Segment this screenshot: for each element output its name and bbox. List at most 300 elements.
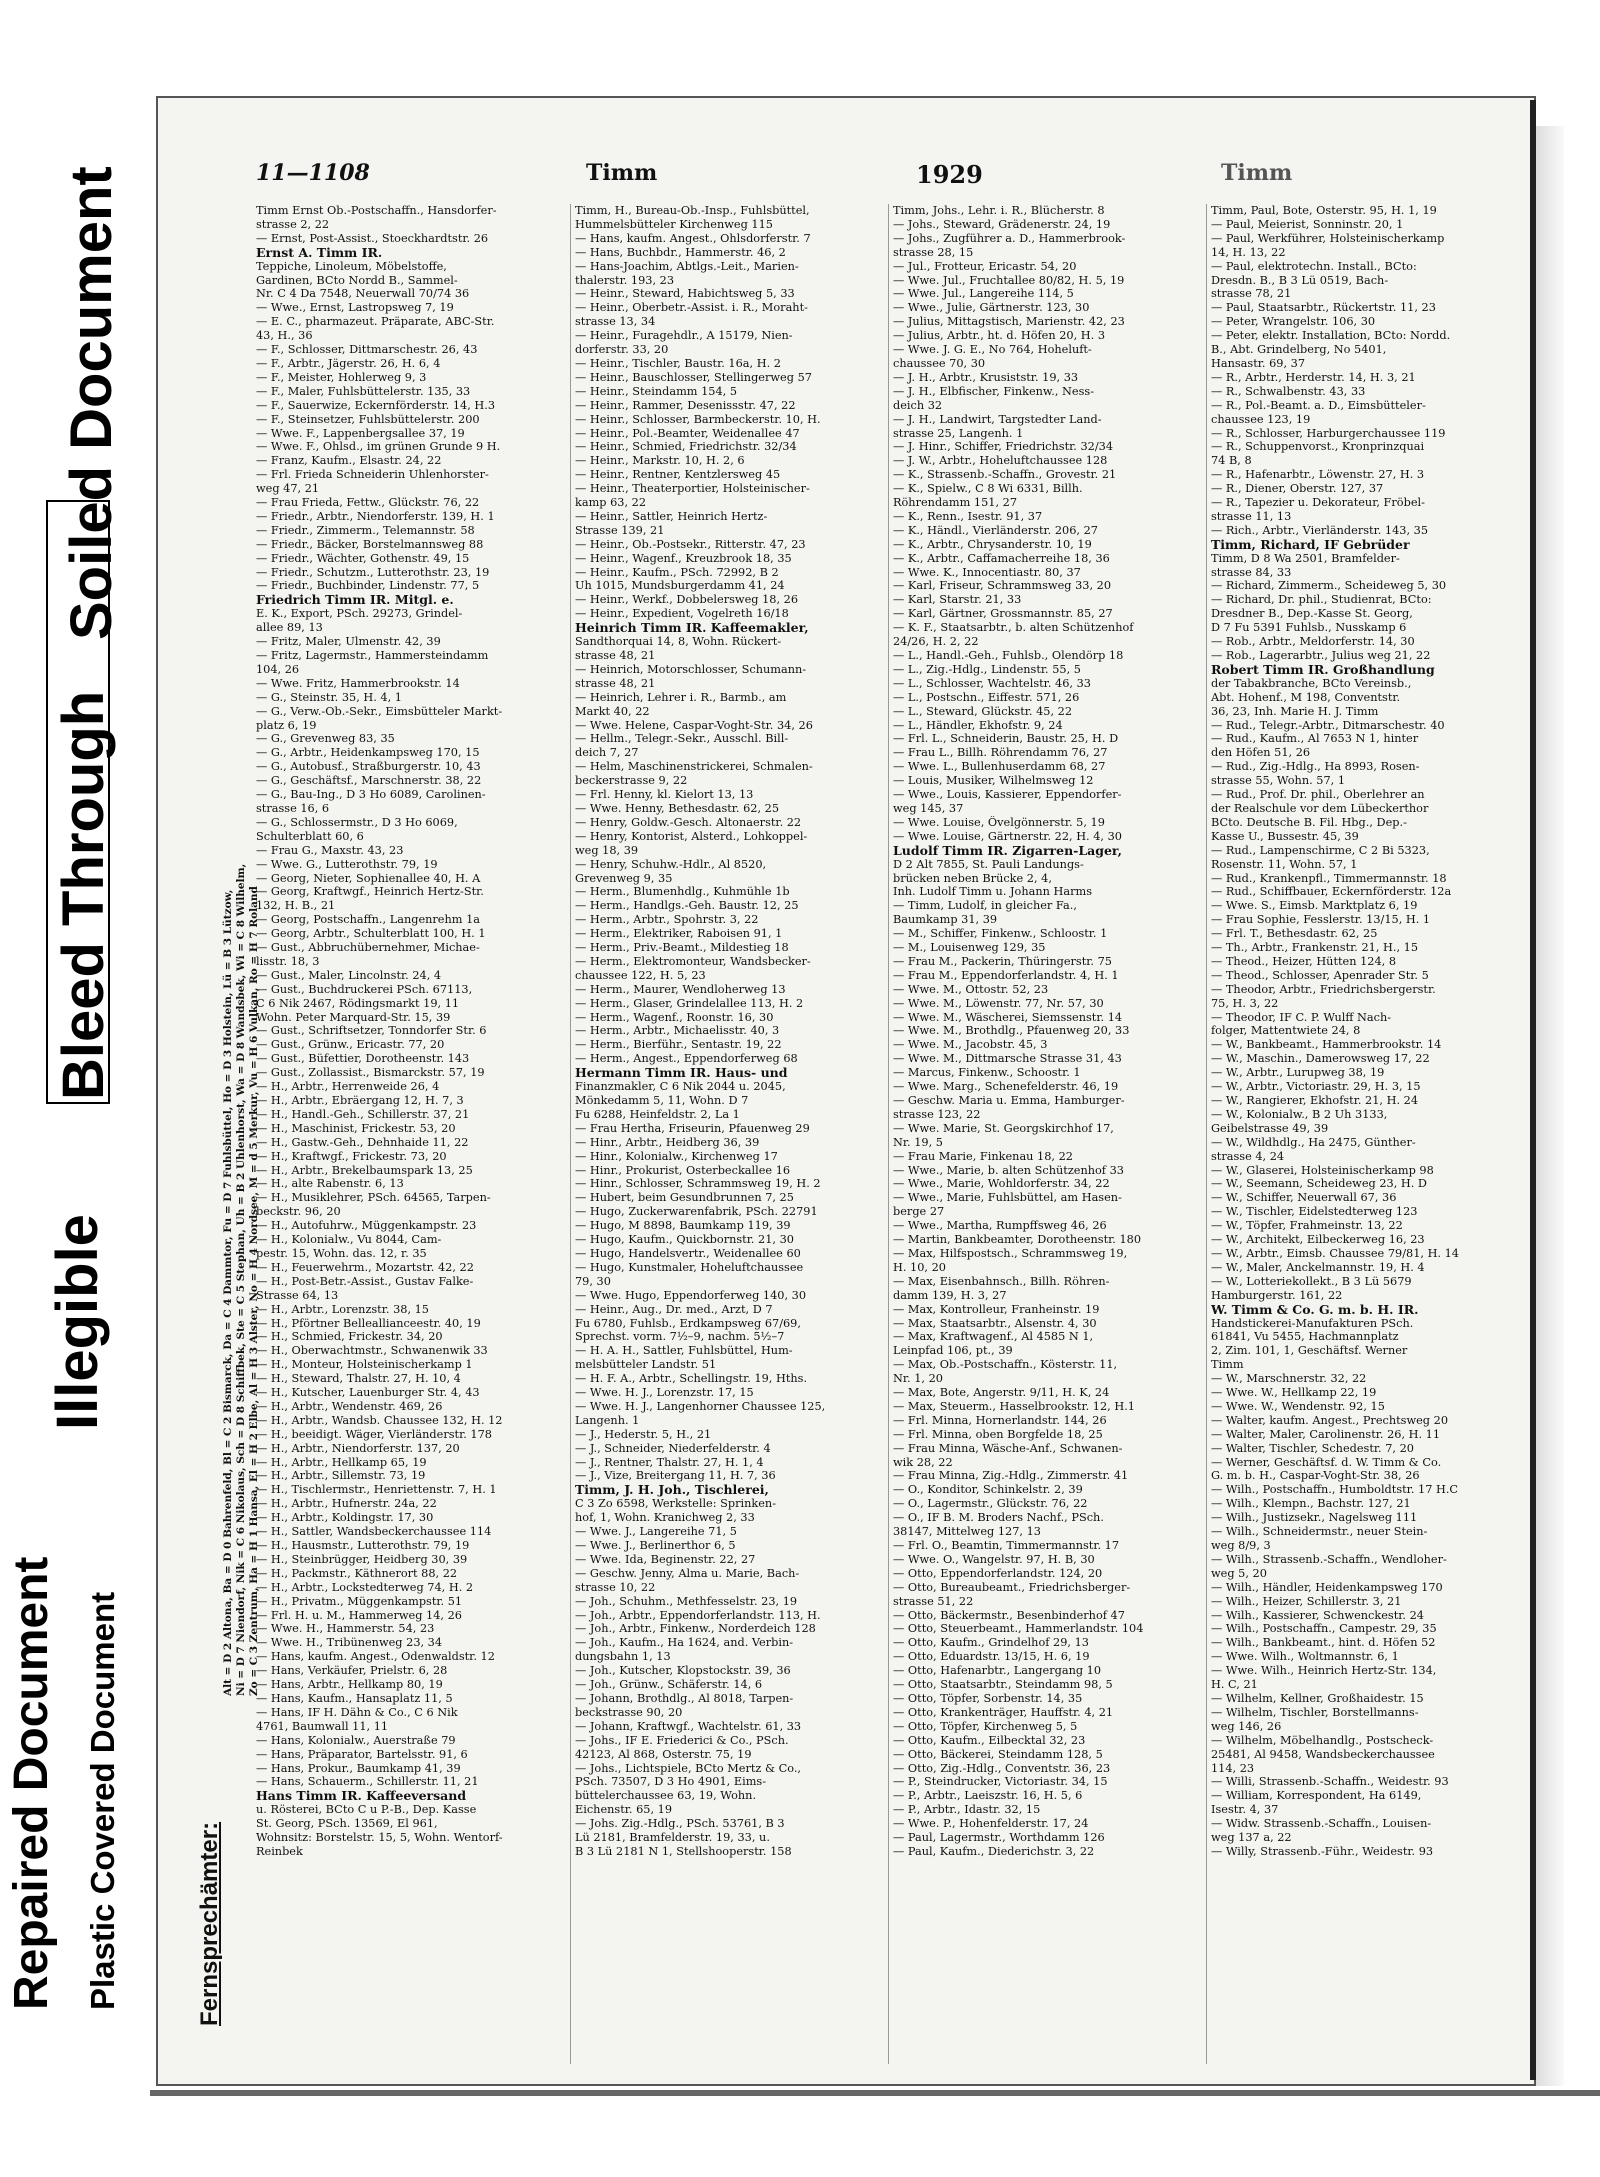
directory-entry: — Walter, Tischler, Schedestr. 7, 20: [1211, 1441, 1414, 1455]
directory-entry: — Wwe., Ernst, Lastropsweg 7, 19: [256, 301, 454, 315]
directory-entry: — Georg, Kraftwgf., Heinrich Hertz-Str.: [256, 885, 484, 899]
directory-entry: — H., Arbtr., Herrenweide 26, 4: [256, 1080, 440, 1094]
directory-entry: — Johann, Brothdlg., Al 8018, Tarpen-: [575, 1691, 794, 1705]
directory-entry: Heinrich Timm IR. Kaffeemakler,: [575, 621, 809, 636]
directory-entry: — Wwe. Wilh., Heinrich Hertz-Str. 134,: [1211, 1664, 1437, 1678]
directory-entry: — L., Handl.-Geh., Fuhlsb., Olendörp 18: [893, 649, 1124, 662]
directory-entry: — Herm., Priv.-Beamt., Mildestieg 18: [575, 941, 789, 955]
directory-entry: 24/26, H. 2, 22: [893, 635, 979, 649]
directory-entry: kamp 63, 22: [575, 496, 647, 510]
directory-entry: — Frl. Frieda Schneiderin Uhlenhorster-: [256, 468, 489, 482]
directory-entry: — Paul, Werkführer, Holsteinischerkamp: [1211, 231, 1445, 245]
directory-entry: — Heinr., Furagehdlr., A 15179, Nien-: [575, 329, 793, 343]
directory-entry: — Wwe. M., Dittmarsche Strasse 31, 43: [893, 1052, 1122, 1066]
directory-entry: — W., Maschin., Damerowsweg 17, 22: [1211, 1052, 1430, 1066]
directory-entry: — Friedr., Bäcker, Borstelmannsweg 88: [256, 537, 484, 551]
directory-entry: — Hinr., Arbtr., Heidberg 36, 39: [575, 1135, 760, 1149]
label-repaired-document: Repaired Document: [5, 1556, 58, 2010]
directory-entry: — Gust., Maler, Lincolnstr. 24, 4: [256, 968, 442, 982]
directory-entry: — Johs., Lichtspiele, BCto Mertz & Co.,: [575, 1761, 802, 1775]
directory-entry: Timm, H., Bureau-Ob.-Insp., Fuhlsbüttel,: [575, 204, 810, 217]
directory-entry: — William, Korrespondent, Ha 6149,: [1211, 1789, 1422, 1803]
directory-entry: — Wwe. H., Hammerstr. 54, 23: [256, 1622, 435, 1636]
directory-entry: Mönkedamm 5, 11, Wohn. D 7: [575, 1094, 749, 1107]
directory-entry: — Theod., Heizer, Hütten 124, 8: [1211, 954, 1397, 968]
directory-entry: — Herm., Bierführ., Sentastr. 19, 22: [575, 1038, 782, 1052]
directory-entry: Teppiche, Linoleum, Möbelstoffe,: [256, 259, 447, 273]
directory-entry: — Frl. O., Beamtin, Timmermannstr. 17: [893, 1539, 1120, 1552]
directory-entry: — Johs., Zugführer a. D., Hammerbrook-: [893, 231, 1126, 245]
directory-entry: — H., Gastw.-Geh., Dehnhaide 11, 22: [256, 1135, 469, 1149]
directory-entry: Langenh. 1: [575, 1413, 640, 1427]
directory-entry: strasse 13, 34: [575, 315, 656, 329]
directory-entry: — Julius, Mittagstisch, Marienstr. 42, 23: [893, 315, 1125, 329]
directory-entry: — Julius, Arbtr., ht. d. Höfen 20, H. 3: [893, 329, 1106, 343]
directory-entry: — W., Bankbeamt., Hammerbrookstr. 14: [1211, 1038, 1442, 1052]
directory-entry: 43, H., 36: [256, 329, 313, 343]
directory-entry: — W., Wildhdlg., Ha 2475, Günther-: [1211, 1135, 1416, 1149]
directory-entry: — H. A. H., Sattler, Fuhlsbüttel, Hum-: [575, 1344, 793, 1358]
directory-entry: Sprechst. vorm. 7½–9, nachm. 5½–7: [575, 1330, 785, 1344]
directory-entry: — F., Schlosser, Dittmarschestr. 26, 43: [256, 343, 478, 357]
directory-entry: — Timm, Ludolf, in gleicher Fa.,: [893, 899, 1077, 913]
directory-entry: — Wilh., Justizsekr., Nagelsweg 111: [1211, 1511, 1418, 1525]
directory-entry: — J., Vize, Breitergang 11, H. 7, 36: [575, 1469, 776, 1483]
directory-entry: beckerstrasse 9, 22: [575, 774, 688, 788]
directory-entry: — O., Konditor, Schinkelstr. 2, 39: [893, 1483, 1083, 1497]
directory-entry: — H., Post-Betr.-Assist., Gustav Falke-: [256, 1274, 474, 1288]
directory-entry: — Peter, elektr. Installation, BCto: Nordd.: [1211, 329, 1451, 343]
directory-entry: — Frau Minna, Zig.-Hdlg., Zimmerstr. 41: [893, 1469, 1129, 1483]
directory-entry: — H., Arbtr., Wendenstr. 469, 26: [256, 1399, 443, 1413]
directory-entry: D 7 Fu 5391 Fuhlsb., Nusskamp 6: [1211, 621, 1407, 635]
directory-entry: — Wilh., Kassierer, Schwenckestr. 24: [1211, 1608, 1424, 1622]
directory-entry: — Helm, Maschinenstrickerei, Schmalen-: [575, 760, 813, 774]
directory-entry: Hummelsbütteler Kirchenweg 115: [575, 217, 773, 231]
directory-entry: — J. H., Landwirt, Targstedter Land-: [893, 412, 1102, 426]
directory-entry: — Otto, Töpfer, Sorbenstr. 14, 35: [893, 1691, 1083, 1705]
scan-bottom-edge: [150, 2090, 1600, 2096]
directory-entry: — Heinr., Schlosser, Barmbeckerstr. 10, H.: [575, 412, 821, 426]
directory-entry: — Wwe. F., Lappenbergsallee 37, 19: [256, 426, 465, 440]
directory-entry: Ludolf Timm IR. Zigarren-Lager,: [893, 843, 1122, 858]
directory-entry: — Frau Minna, Wäsche-Anf., Schwanen-: [893, 1441, 1123, 1455]
directory-entry: Timm: [1211, 1358, 1244, 1372]
directory-entry: — Walter, Maler, Carolinenstr. 26, H. 11: [1211, 1427, 1441, 1441]
directory-entry: — Hinr., Prokurist, Osterbeckallee 16: [575, 1163, 791, 1177]
directory-entry: — W., Schiffer, Neuerwall 67, 36: [1211, 1191, 1397, 1205]
directory-entry: — Rob., Arbtr., Meldorferstr. 14, 30: [1211, 635, 1415, 649]
directory-entry: — Wwe., Martha, Rumpffsweg 46, 26: [893, 1219, 1107, 1233]
directory-entry: — G., Geschäftsf., Marschnerstr. 38, 22: [256, 774, 482, 788]
directory-entry: Leinpfad 106, pt., 39: [893, 1344, 1013, 1358]
directory-entry: strasse 123, 22: [893, 1107, 981, 1121]
directory-entry: — Max, Eisenbahnsch., Billh. Röhren-: [893, 1274, 1110, 1288]
directory-entry: — L., Postschn., Eiffestr. 571, 26: [893, 690, 1080, 704]
directory-entry: chaussee 123, 19: [1211, 412, 1311, 426]
directory-entry: thalerstr. 193, 23: [575, 273, 675, 287]
directory-entry: — Wwe. Louise, Gärtnerstr. 22, H. 4, 30: [893, 829, 1122, 843]
directory-entry: — Hans, Buchbdr., Hammerstr. 46, 2: [575, 245, 786, 259]
directory-entry: — O., IF B. M. Broders Nachf., PSch.: [893, 1511, 1104, 1525]
directory-entry: Hans Timm IR. Kaffeeversand: [256, 1789, 467, 1804]
directory-entry: — Otto, Bäckermstr., Besenbinderhof 47: [893, 1608, 1125, 1622]
directory-entry: — Rich., Arbtr., Vierländerstr. 143, 35: [1211, 523, 1429, 537]
directory-entry: — H., Arbtr., Koldingstr. 17, 30: [256, 1511, 434, 1525]
directory-entry: — Wilhelm, Kellner, Großhaidestr. 15: [1211, 1691, 1424, 1705]
directory-entry: weg 5, 20: [1211, 1566, 1267, 1580]
directory-entry: — Martin, Bankbeamter, Dorotheenstr. 180: [893, 1233, 1142, 1247]
directory-entry: — G., Steinstr. 35, H. 4, 1: [256, 690, 402, 704]
directory-entry: — Heinr., Werkf., Dobbelersweg 18, 26: [575, 593, 799, 607]
directory-entry: — Wwe. Marie, St. Georgskirchhof 17,: [893, 1121, 1114, 1135]
directory-entry: — Herm., Glaser, Grindelallee 113, H. 2: [575, 996, 804, 1010]
directory-entry: Nr. C 4 Da 7548, Neuerwall 70/74 36: [256, 287, 470, 301]
directory-entry: — Herm., Handlgs.-Geh. Baustr. 12, 25: [575, 899, 799, 913]
directory-entry: Timm, Johs., Lehr. i. R., Blücherstr. 8: [893, 204, 1105, 217]
directory-entry: — R., Arbtr., Herderstr. 14, H. 3, 21: [1211, 370, 1416, 384]
directory-entry: 61841, Vu 5455, Hachmannplatz: [1211, 1330, 1399, 1344]
directory-entry: — Herm., Arbtr., Michaelisstr. 40, 3: [575, 1024, 780, 1038]
directory-entry: Inh. Ludolf Timm u. Johann Harms: [893, 885, 1092, 899]
directory-entry: — Wwe. M., Brothdlg., Pfauenweg 20, 33: [893, 1024, 1130, 1038]
directory-entry: — Wwe. Louise, Övelgönnerstr. 5, 19: [893, 815, 1105, 829]
directory-entry: 132, H. B., 21: [256, 899, 336, 913]
directory-entry: — Frau Marie, Finkenau 18, 22: [893, 1149, 1073, 1163]
directory-entry: — Wwe., Marie, b. alten Schützenhof 33: [893, 1163, 1124, 1177]
directory-entry: — Otto, Staatsarbtr., Steindamm 98, 5: [893, 1678, 1113, 1692]
directory-entry: — Johann, Kraftwgf., Wachtelstr. 61, 33: [575, 1719, 802, 1733]
directory-entry: — H. F. A., Arbtr., Schellingstr. 19, Hths.: [575, 1372, 808, 1386]
directory-entry: — F., Sauerwize, Eckernförderstr. 14, H.3: [256, 398, 496, 412]
directory-entry: strasse 2, 22: [256, 217, 330, 231]
directory-entry: — Wwe. Jul., Langereihe 114, 5: [893, 287, 1074, 301]
directory-entry: — G., Grevenweg 83, 35: [256, 732, 395, 746]
directory-entry: — G., Verw.-Ob.-Sekr., Eimsbütteler Markt-: [256, 704, 503, 718]
directory-entry: — Hans, Schauerm., Schillerstr. 11, 21: [256, 1775, 479, 1789]
directory-entry: weg 8/9, 3: [1211, 1539, 1271, 1552]
directory-entry: — H., alte Rabenstr. 6, 13: [256, 1177, 404, 1191]
directory-entry: — H., Musiklehrer, PSch. 64565, Tarpen-: [256, 1191, 491, 1205]
directory-entry: — Wwe. J., Langereihe 71, 5: [575, 1525, 737, 1539]
directory-entry: — H., Packmstr., Käthnerort 88, 22: [256, 1566, 458, 1580]
directory-entry: — Max, Bote, Angerstr. 9/11, H. K, 24: [893, 1386, 1110, 1400]
directory-entry: — F., Meister, Hohlerweg 9, 3: [256, 370, 427, 384]
directory-entry: BCto. Deutsche B. Fil. Hbg., Dep.-: [1211, 815, 1407, 829]
directory-entry: — Joh., Arbtr., Finkenw., Norderdeich 128: [575, 1622, 816, 1636]
directory-entry: — Hugo, Kaufm., Quickbornstr. 21, 30: [575, 1233, 794, 1247]
directory-entry: Friedrich Timm IR. Mitgl. e.: [256, 593, 454, 608]
directory-entry: 4761, Baumwall 11, 11: [256, 1719, 389, 1733]
directory-entry: Timm, Paul, Bote, Osterstr. 95, H. 1, 19: [1211, 204, 1437, 217]
directory-entry: — J., Rentner, Thalstr. 27, H. 1, 4: [575, 1455, 764, 1469]
directory-entry: — H., Hausmstr., Lutterothstr. 79, 19: [256, 1539, 470, 1552]
directory-entry: Timm, Richard, IF Gebrüder: [1211, 537, 1410, 552]
directory-entry: — Rud., Zig.-Hdlg., Ha 8993, Rosen-: [1211, 760, 1420, 774]
label-plastic-covered-document: Plastic Covered Document: [84, 1591, 121, 2010]
directory-entry: — Rob., Lagerarbtr., Julius weg 21, 22: [1211, 649, 1431, 662]
directory-entry: — Joh., Kutscher, Klopstockstr. 39, 36: [575, 1664, 791, 1678]
directory-entry: — W., Architekt, Eilbeckerweg 16, 23: [1211, 1233, 1425, 1247]
directory-entry: — Hinr., Schlosser, Schrammsweg 19, H. 2: [575, 1177, 821, 1191]
directory-entry: — H., Privatm., Müggenkampstr. 51: [256, 1594, 463, 1608]
directory-entry: 42123, Al 868, Osterstr. 75, 19: [575, 1747, 752, 1761]
directory-entry: — Wwe. Hugo, Eppendorferweg 140, 30: [575, 1288, 807, 1302]
directory-entry: strasse 25, Langenh. 1: [893, 426, 1024, 440]
directory-entry: — Heinr., Aug., Dr. med., Arzt, D 7: [575, 1302, 773, 1316]
directory-entry: Strasse 139, 21: [575, 523, 665, 537]
directory-entry: — P., Arbtr., Laeiszstr. 16, H. 5, 6: [893, 1789, 1083, 1803]
directory-entry: — H., Kraftwgf., Frickestr. 73, 20: [256, 1149, 447, 1163]
directory-entry: — Georg, Nieter, Sophienallee 40, H. A: [256, 871, 481, 885]
directory-entry: Fu 6288, Heinfeldstr. 2, La 1: [575, 1107, 740, 1121]
directory-entry: — Paul, Meierist, Sonninstr. 20, 1: [1211, 217, 1404, 231]
directory-entry: — K., Strassenb.-Schaffn., Grovestr. 21: [893, 468, 1117, 482]
directory-entry: — Hans, Arbtr., Hellkamp 80, 19: [256, 1678, 443, 1692]
directory-entry: deich 32: [893, 398, 943, 412]
directory-entry: platz 6, 19: [256, 718, 317, 732]
directory-entry: — G., Bau-Ing., D 3 Ho 6089, Carolinen-: [256, 788, 486, 802]
directory-entry: — Max, Staatsarbtr., Alsenstr. 4, 30: [893, 1316, 1097, 1330]
directory-entry: 38147, Mittelweg 127, 13: [893, 1525, 1041, 1539]
directory-entry: — H., Kutscher, Lauenburger Str. 4, 43: [256, 1386, 480, 1400]
directory-entry: büttelerchaussee 63, 19, Wohn.: [575, 1789, 757, 1803]
directory-column-2: [570, 204, 875, 2064]
directory-entry: — Max, Kraftwagenf., Al 4585 N 1,: [893, 1330, 1094, 1344]
directory-entry: Markt 40, 22: [575, 704, 650, 718]
directory-entry: — Frau G., Maxstr. 43, 23: [256, 843, 404, 857]
directory-entry: Hansastr. 69, 37: [1211, 356, 1306, 370]
directory-entry: Grevenweg 9, 35: [575, 871, 673, 885]
directory-entry: — Heinr., Rentner, Kentzlersweg 45: [575, 468, 781, 482]
directory-entry: — Rud., Krankenpfl., Timmermannstr. 18: [1211, 871, 1447, 885]
directory-entry: weg 146, 26: [1211, 1719, 1282, 1733]
directory-entry: — Max, Steuerm., Hasselbrookstr. 12, H.1: [893, 1399, 1135, 1413]
directory-entry: — Wwe. H. J., Lorenzstr. 17, 15: [575, 1386, 754, 1400]
directory-entry: — Wilh., Strassenb.-Schaffn., Wendloher-: [1211, 1552, 1447, 1566]
directory-entry: — J., Schneider, Niederfelderstr. 4: [575, 1441, 771, 1455]
page-year: 1929: [916, 160, 983, 189]
directory-entry: — W., Kolonialw., B 2 Uh 3133,: [1211, 1107, 1388, 1121]
directory-entry: — Wilh., Postschaffn., Humboldtstr. 17 H.C: [1211, 1483, 1459, 1497]
directory-entry: — J., Hederstr. 5, H., 21: [575, 1427, 712, 1441]
directory-entry: 104, 26: [256, 662, 300, 676]
directory-entry: — Franz, Kaufm., Elsastr. 24, 22: [256, 454, 442, 468]
directory-entry: W. Timm & Co. G. m. b. H. IR.: [1211, 1302, 1419, 1317]
directory-entry: — H., Oberwachtmstr., Schwanenwik 33: [256, 1344, 488, 1358]
directory-entry: — Wilh., Schneidermstr., neuer Stein-: [1211, 1525, 1428, 1539]
directory-entry: melsbütteler Landstr. 51: [575, 1358, 717, 1372]
directory-entry: — G., Autobusf., Straßburgerstr. 10, 43: [256, 760, 481, 774]
label-soiled-document: Soiled Document: [59, 166, 124, 640]
directory-entry: — G., Schlossermstr., D 3 Ho 6069,: [256, 815, 458, 829]
directory-entry: — Hans, Kaufm., Hansaplatz 11, 5: [256, 1691, 453, 1705]
directory-entry: strasse 55, Wohn. 57, 1: [1211, 774, 1346, 788]
directory-entry: beckstr. 96, 20: [256, 1205, 341, 1219]
directory-entry: 79, 30: [575, 1274, 611, 1288]
directory-entry: — Hugo, M 8898, Baumkamp 119, 39: [575, 1219, 791, 1233]
directory-entry: Gardinen, BCto Nordd B., Sammel-: [256, 273, 458, 287]
directory-entry: — Johs. Zig.-Hdlg., PSch. 53761, B 3: [575, 1817, 785, 1831]
directory-entry: folger, Mattentwiete 24, 8: [1211, 1024, 1361, 1038]
directory-entry: — K. F., Staatsarbtr., b. alten Schützenhof: [893, 621, 1134, 635]
directory-entry: — E. C., pharmazeut. Präparate, ABC-Str.: [256, 315, 495, 329]
directory-entry: Strasse 64, 13: [256, 1288, 339, 1302]
directory-entry: — Wwe. L., Bullenhuserdamm 68, 27: [893, 760, 1106, 774]
directory-entry: — Herm., Blumenhdlg., Kuhmühle 1b: [575, 885, 790, 899]
directory-entry: — P., Steindrucker, Victoriastr. 34, 15: [893, 1775, 1108, 1789]
directory-entry: — Wilhelm, Möbelhandlg., Postscheck-: [1211, 1733, 1434, 1747]
directory-entry: — Herm., Elektromonteur, Wandsbecker-: [575, 954, 811, 968]
directory-entry: chaussee 122, H. 5, 23: [575, 968, 706, 982]
directory-entry: — Rud., Prof. Dr. phil., Oberlehrer an: [1211, 788, 1425, 802]
directory-entry: — Otto, Kaufm., Grindelhof 29, 13: [893, 1636, 1089, 1650]
directory-column-1: [256, 204, 556, 2064]
directory-entry: strasse 16, 6: [256, 801, 330, 815]
directory-entry: — R., Tapezier u. Dekorateur, Fröbel-: [1211, 496, 1425, 510]
directory-entry: — Wwe. P., Hohenfelderstr. 17, 24: [893, 1817, 1089, 1831]
directory-entry: dorferstr. 33, 20: [575, 343, 669, 357]
directory-entry: deich 7, 27: [575, 746, 639, 760]
directory-entry: — Wwe., Marie, Fuhlsbüttel, am Hasen-: [893, 1191, 1122, 1205]
directory-entry: — Friedr., Wächter, Gothenstr. 49, 15: [256, 551, 470, 565]
directory-entry: — Hugo, Zuckerwarenfabrik, PSch. 22791: [575, 1205, 818, 1219]
directory-entry: 75, H. 3, 22: [1211, 996, 1279, 1010]
directory-entry: — Hans, Prokur., Baumkamp 41, 39: [256, 1761, 461, 1775]
directory-entry: Finanzmakler, C 6 Nik 2044 u. 2045,: [575, 1080, 786, 1094]
directory-entry: — M., Louisenweg 129, 35: [893, 941, 1046, 955]
directory-entry: Geibelstrasse 49, 39: [1211, 1121, 1329, 1135]
directory-entry: — Wilh., Bankbeamt., hint. d. Höfen 52: [1211, 1636, 1436, 1650]
directory-entry: — Wwe. Marg., Schenefelderstr. 46, 19: [893, 1080, 1119, 1094]
directory-entry: — Wwe. W., Hellkamp 22, 19: [1211, 1386, 1377, 1400]
directory-entry: PSch. 73507, D 3 Ho 4901, Eims-: [575, 1775, 767, 1789]
page-edge: [1530, 100, 1536, 2080]
directory-entry: — Friedr., Schutzm., Lutterothstr. 23, 19: [256, 565, 490, 579]
directory-entry: — L., Händler, Ekhofstr. 9, 24: [893, 718, 1063, 732]
directory-entry: — Theodor, Arbtr., Friedrichsbergerstr.: [1211, 982, 1436, 996]
directory-entry: — H., Feuerwehrm., Mozartstr. 42, 22: [256, 1260, 474, 1274]
directory-entry: hof, 1, Wohn. Kranichweg 2, 33: [575, 1511, 755, 1525]
directory-entry: — Karl, Friseur, Schrammsweg 33, 20: [893, 579, 1112, 593]
directory-entry: — Willy, Strassenb.-Führ., Weidestr. 93: [1211, 1844, 1434, 1858]
directory-entry: — Otto, Bäckerei, Steindamm 128, 5: [893, 1747, 1103, 1761]
directory-entry: — Hans, IF H. Dähn & Co., C 6 Nik: [256, 1705, 458, 1719]
directory-entry: Wohnsitz: Borstelstr. 15, 5, Wohn. Wentorf-: [256, 1831, 503, 1845]
directory-entry: — R., Schuppenvorst., Kronprinzquai: [1211, 440, 1425, 454]
directory-entry: Lü 2181, Bramfelderstr. 19, 33, u.: [575, 1831, 770, 1845]
directory-entry: B., Abt. Grindelberg, No 5401,: [1211, 343, 1387, 357]
directory-entry: — L., Steward, Glückstr. 45, 22: [893, 704, 1073, 718]
directory-entry: — Wwe. G., Lutterothstr. 79, 19: [256, 857, 438, 871]
directory-entry: — Wwe. M., Wäscherei, Siemssenstr. 14: [893, 1010, 1123, 1024]
directory-entry: — Joh., Arbtr., Eppendorferlandstr. 113, H.: [575, 1608, 821, 1622]
directory-entry: — Rud., Kaufm., Al 7653 N 1, hinter: [1211, 732, 1419, 746]
directory-entry: — H., Arbtr., Niendorferstr. 137, 20: [256, 1441, 460, 1455]
directory-entry: — Paul, Lagermstr., Worthdamm 126: [893, 1831, 1105, 1845]
directory-entry: — Hans, Kolonialw., Auerstraße 79: [256, 1733, 456, 1747]
directory-entry: strasse 78, 21: [1211, 287, 1292, 301]
directory-entry: — Heinr., Wagenf., Kreuzbrook 18, 35: [575, 551, 792, 565]
directory-entry: strasse 48, 21: [575, 649, 656, 662]
strip-line: Zo = C 3 Zentrum, Ha = H 1 Hansa, El = H 2 Elbe, Al = H 3 Alster, No = H 4 Nordsee, M = d 5 Merkur, Vu = H 6 Vulkan, Ro = H 7 Roland: [248, 886, 260, 1696]
directory-entry: — Hans, Verkäufer, Prielstr. 6, 28: [256, 1664, 448, 1678]
directory-entry: Sandthorquai 14, 8, Wohn. Rückert-: [575, 635, 782, 649]
directory-entry: — Werner, Geschäftsf. d. W. Timm & Co.: [1211, 1455, 1442, 1469]
directory-entry: — K., Renn., Isestr. 91, 37: [893, 509, 1043, 523]
directory-entry: — Max, Hilfspostsch., Schrammsweg 19,: [893, 1246, 1128, 1260]
directory-entry: — G., Arbtr., Heidenkampsweg 170, 15: [256, 746, 480, 760]
directory-entry: Dresdner B., Dep.-Kasse St. Georg,: [1211, 607, 1413, 621]
directory-entry: — H., Tischlermstr., Henriettenstr. 7, H. 1: [256, 1483, 497, 1497]
directory-entry: — H., Arbtr., Sillemstr. 73, 19: [256, 1469, 426, 1483]
directory-entry: — Karl, Gärtner, Grossmannstr. 85, 27: [893, 607, 1113, 621]
directory-entry: pestr. 15, Wohn. das. 12, r. 35: [256, 1246, 427, 1260]
directory-entry: — Rud., Lampenschirme, C 2 Bi 5323,: [1211, 843, 1430, 857]
directory-entry: — H., Handl.-Geh., Schillerstr. 37, 21: [256, 1107, 470, 1121]
directory-entry: — Gust., Grünw., Ericastr. 77, 20: [256, 1038, 445, 1052]
directory-entry: — Wwe. S., Eimsb. Marktplatz 6, 19: [1211, 899, 1418, 913]
directory-entry: Reinbek: [256, 1844, 303, 1858]
directory-entry: Dresdn. B., B 3 Lü 0519, Bach-: [1211, 273, 1389, 287]
directory-entry: — Wwe. H., Tribünenweg 23, 34: [256, 1636, 443, 1650]
directory-entry: — Wilh., Klempn., Bachstr. 127, 21: [1211, 1497, 1411, 1511]
directory-entry: H. 10, 20: [893, 1260, 946, 1274]
directory-entry: — Wwe. M., Löwenstr. 77, Nr. 57, 30: [893, 996, 1104, 1010]
directory-entry: — Herm., Arbtr., Spohrstr. 3, 22: [575, 913, 759, 927]
directory-entry: — W., Arbtr., Eimsb. Chaussee 79/81, H. 14: [1211, 1246, 1459, 1260]
directory-entry: — Herm., Maurer, Wendloherweg 13: [575, 982, 786, 996]
directory-entry: — L., Zig.-Hdlg., Lindenstr. 55, 5: [893, 662, 1081, 676]
directory-entry: — W., Maler, Anckelmannstr. 19, H. 4: [1211, 1260, 1425, 1274]
directory-entry: — Fritz, Maler, Ulmenstr. 42, 39: [256, 635, 441, 649]
strip-line: Ni = D 7 Niendorf, Nik = C 6 Nikolaus, Sch = D 8 Schiffbek, Ste = C 5 Stephan, Uh = B 2 Uhlenhorst, Wa = D 8 Wandsbek, Wi = C 8 Wilhelm,: [235, 863, 247, 1696]
directory-entry: Timm Ernst Ob.-Postschaffn., Hansdorfer-: [256, 204, 497, 217]
directory-entry: — Otto, Eduardstr. 13/15, H. 6, 19: [893, 1650, 1090, 1664]
directory-entry: — Wilhelm, Tischler, Borstellmanns-: [1211, 1705, 1419, 1719]
directory-entry: — R., Schlosser, Harburgerchaussee 119: [1211, 426, 1446, 440]
directory-entry: 14, H. 13, 22: [1211, 245, 1286, 259]
directory-entry: — M., Schiffer, Finkenw., Schloostr. 1: [893, 927, 1108, 941]
directory-entry: — Richard, Dr. phil., Studienrat, BCto:: [1211, 593, 1432, 607]
directory-entry: — Wwe., Louis, Kassierer, Eppendorfer-: [893, 788, 1122, 802]
directory-entry: H. C, 21: [1211, 1678, 1258, 1692]
directory-entry: — Hans, kaufm. Angest., Odenwaldstr. 12: [256, 1650, 495, 1664]
directory-entry: — Heinr., Pol.-Beamter, Weidenallee 47: [575, 426, 800, 440]
directory-entry: — Georg, Arbtr., Schulterblatt 100, H. 1: [256, 927, 486, 941]
directory-entry: — Paul, Kaufm., Diederichstr. 3, 22: [893, 1844, 1095, 1858]
directory-entry: 114, 23: [1211, 1761, 1255, 1775]
directory-entry: — Marcus, Finkenw., Schoostr. 1: [893, 1066, 1081, 1080]
directory-entry: u. Rösterei, BCto C u P.-B., Dep. Kasse: [256, 1803, 477, 1817]
directory-entry: — F., Steinsetzer, Fuhlsbüttelerstr. 200: [256, 412, 480, 426]
directory-entry: — Hugo, Kunstmaler, Hoheluftchaussee: [575, 1260, 804, 1274]
directory-entry: — Wwe. Jul., Fruchtallee 80/82, H. 5, 19: [893, 273, 1125, 287]
directory-entry: strasse 4, 24: [1211, 1149, 1285, 1163]
directory-entry: — P., Arbtr., Idastr. 32, 15: [893, 1803, 1041, 1817]
directory-entry: Eichenstr. 65, 19: [575, 1803, 673, 1817]
directory-entry: der Tabakbranche, BCto Vereinsb.,: [1211, 676, 1412, 690]
directory-entry: — H., Pförtner Belleallianceestr. 40, 19: [256, 1316, 481, 1330]
directory-entry: — Frau Hertha, Friseurin, Pfauenweg 29: [575, 1121, 810, 1135]
directory-entry: — Otto, Krankenträger, Hauffstr. 4, 21: [893, 1705, 1114, 1719]
directory-entry: — Paul, elektrotechn. Install., BCto:: [1211, 259, 1417, 273]
directory-entry: — Hans-Joachim, Abtlgs.-Leit., Marien-: [575, 259, 799, 273]
directory-entry: — Wilh., Heizer, Schillerstr. 3, 21: [1211, 1594, 1402, 1608]
directory-entry: Isestr. 4, 37: [1211, 1803, 1279, 1817]
directory-entry: — Heinr., Sattler, Heinrich Hertz-: [575, 509, 768, 523]
directory-columns: [256, 204, 1511, 2064]
